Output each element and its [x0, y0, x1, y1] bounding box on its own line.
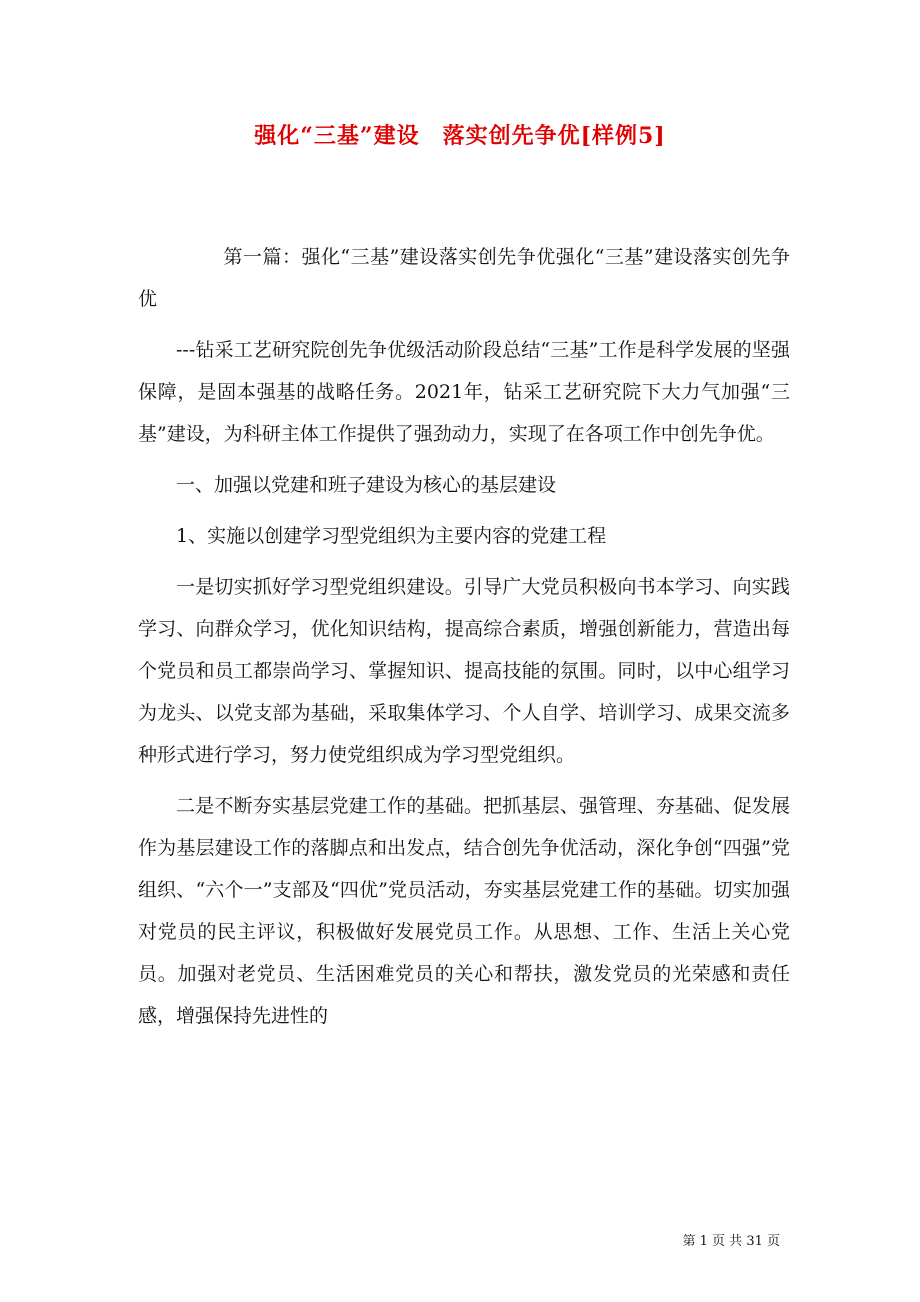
- paragraph-point-2: 二是不断夯实基层党建工作的基础。把抓基层、强管理、夯基础、促发展作为基层建设工作的落脚点和出发点，结合创先争优活动，深化争创“四强”党组织、“六个一”支部及“四优”党员活动，夯实基层党建工作的基础。切实加强对党员的民主评议，积极做好发展党员工作。从思想、工作、生活上关心党员。加强对老党员、生活困难党员的关心和帮扶，激发党员的光荣感和责任感，增强保持先进性的: [138, 795, 790, 1027]
- paragraph-section-heading: 第一篇：强化“三基”建设落实创先争优强化“三基”建设落实创先争优: [138, 246, 790, 310]
- paragraph-intro: ---钻采工艺研究院创先争优级活动阶段总结“三基”工作是科学发展的坚强保障，是固本强基的战略任务。2021年，钻采工艺研究院下大力气加强“三基”建设，为科研主体工作提供了强劲动力，实现了在各项工作中创先争优。: [138, 339, 790, 445]
- paragraph-subheading-1: 1、实施以创建学习型党组织为主要内容的党建工程: [176, 525, 607, 547]
- paragraph-heading-1: 一、加强以党建和班子建设为核心的基层建设: [176, 474, 557, 496]
- document-body: [138, 236, 790, 1037]
- page-number: 第 1 页 共 31 页: [682, 1234, 780, 1249]
- document-title: 强化“三基”建设 落实创先争优[样例5]: [254, 123, 666, 149]
- paragraph-point-1: 一是切实抓好学习型党组织建设。引导广大党员积极向书本学习、向实践学习、向群众学习，优化知识结构，提高综合素质，增强创新能力，营造出每个党员和员工都崇尚学习、掌握知识、提高技能的氛围。同时，以中心组学习为龙头、以党支部为基础，采取集体学习、个人自学、培训学习、成果交流多种形式进行学习，努力使党组织成为学习型党组织。: [138, 576, 790, 766]
